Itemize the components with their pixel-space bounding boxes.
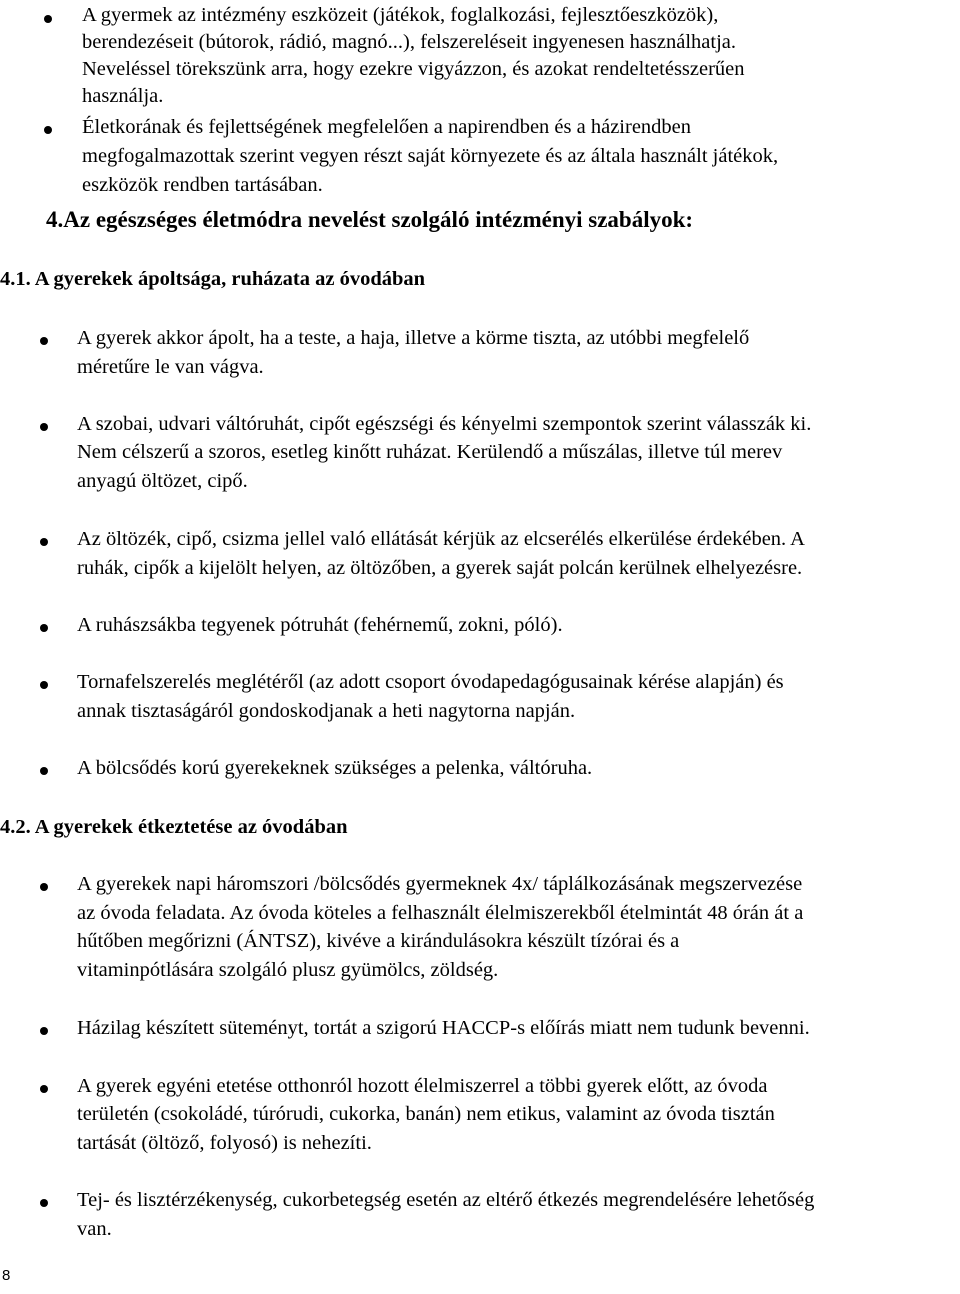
item-line: A gyermek az intézmény eszközeit (játékok, foglalkozási, fejlesztőeszközök), — [82, 4, 719, 26]
section-4-1-heading: 4.1. A gyerekek ápoltsága, ruházata az óvodában — [0, 268, 426, 290]
bullet-icon — [40, 337, 48, 345]
item-line: megfogalmazottak szerint vegyen részt saját környezete és az általa használt játékok, — [82, 145, 779, 167]
section-4-2-heading: 4.2. A gyerekek étkeztetése az óvodában — [0, 816, 348, 838]
item-line: vitaminpótlására szolgáló plusz gyümölcs, zöldség. — [77, 959, 499, 981]
item-line: Házilag készített süteményt, tortát a szigorú HACCP-s előírás miatt nem tudunk bevenni. — [77, 1017, 810, 1039]
item-line: hűtőben megőrizni (ÁNTSZ), kivéve a kirándulásokra készült tízórai és a — [77, 930, 680, 952]
item-line: A ruhászsákba tegyenek pótruhát (fehérnemű, zokni, póló). — [77, 614, 563, 636]
bullet-icon — [40, 423, 48, 431]
item-line: anyagú öltözet, cipő. — [77, 470, 248, 492]
item-line: berendezéseit (bútorok, rádió, magnó...), felszereléseit ingyenesen használhatja. — [82, 31, 737, 53]
item-line: Nem célszerű a szoros, esetleg kinőtt ruházat. Kerülendő a műszálas, illetve túl merev — [77, 441, 783, 463]
section-4-heading — [46, 205, 693, 235]
item-line: A gyerek akkor ápolt, ha a teste, a haja, illetve a körme tiszta, az utóbbi megfelelő — [77, 327, 750, 349]
item-line: Tej- és lisztérzékenység, cukorbetegség esetén az eltérő étkezés megrendelésére lehetőség — [77, 1189, 815, 1211]
bullet-icon — [40, 538, 48, 546]
item-line: Az öltözék, cipő, csizma jellel való ellátását kérjük az elcserélés elkerülése érdekében. A — [77, 528, 805, 550]
item-line: annak tisztaságáról gondoskodjanak a heti nagytorna napján. — [77, 700, 576, 722]
page-number: 8 — [2, 1267, 11, 1284]
bullet-icon — [40, 767, 48, 775]
section-4-title: Az egészséges életmódra nevelést szolgáló intézményi szabályok: — [63, 207, 694, 232]
item-line: A gyerekek napi háromszori /bölcsődés gyermeknek 4x/ táplálkozásának megszervezése — [77, 873, 803, 895]
bullet-icon — [44, 15, 52, 23]
item-line: eszközök rendben tartásában. — [82, 174, 323, 196]
bullet-icon — [40, 624, 48, 632]
item-line: az óvoda feladata. Az óvoda köteles a felhasznált élelmiszerekből ételmintát 48 órán át a — [77, 902, 804, 924]
item-line: Neveléssel törekszünk arra, hogy ezekre vigyázzon, és azokat rendeltetésszerűen — [82, 58, 745, 80]
item-line: Életkorának és fejlettségének megfelelően a napirendben és a házirendben — [82, 116, 692, 138]
item-line: Tornafelszerelés meglétéről (az adott csoport óvodapedagógusainak kérése alapján) és — [77, 671, 784, 693]
item-line: A bölcsődés korú gyerekeknek szükséges a pelenka, váltóruha. — [77, 757, 593, 779]
bullet-icon — [44, 126, 52, 134]
item-line: A gyerek egyéni etetése otthonról hozott élelmiszerrel a többi gyerek előtt, az óvoda — [77, 1075, 768, 1097]
item-line: A szobai, udvari váltóruhát, cipőt egészségi és kényelmi szempontok szerint válasszák ki. — [77, 413, 812, 435]
bullet-icon — [40, 883, 48, 891]
item-line: tartását (öltöző, folyosó) is nehezíti. — [77, 1132, 372, 1154]
bullet-icon — [40, 1027, 48, 1035]
item-line: használja. — [82, 85, 164, 107]
section-4-number: 4. — [46, 207, 64, 232]
item-line: ruhák, cipők a kijelölt helyen, az öltözőben, a gyerek saját polcán kerülnek elhelyezésre. — [77, 557, 803, 579]
bullet-icon — [40, 1085, 48, 1093]
bullet-icon — [40, 1199, 48, 1207]
item-line: van. — [77, 1218, 112, 1240]
item-line: méretűre le van vágva. — [77, 356, 264, 378]
item-line: területén (csokoládé, túrórudi, cukorka, banán) nem etikus, valamint az óvoda tisztán — [77, 1103, 775, 1125]
bullet-icon — [40, 681, 48, 689]
